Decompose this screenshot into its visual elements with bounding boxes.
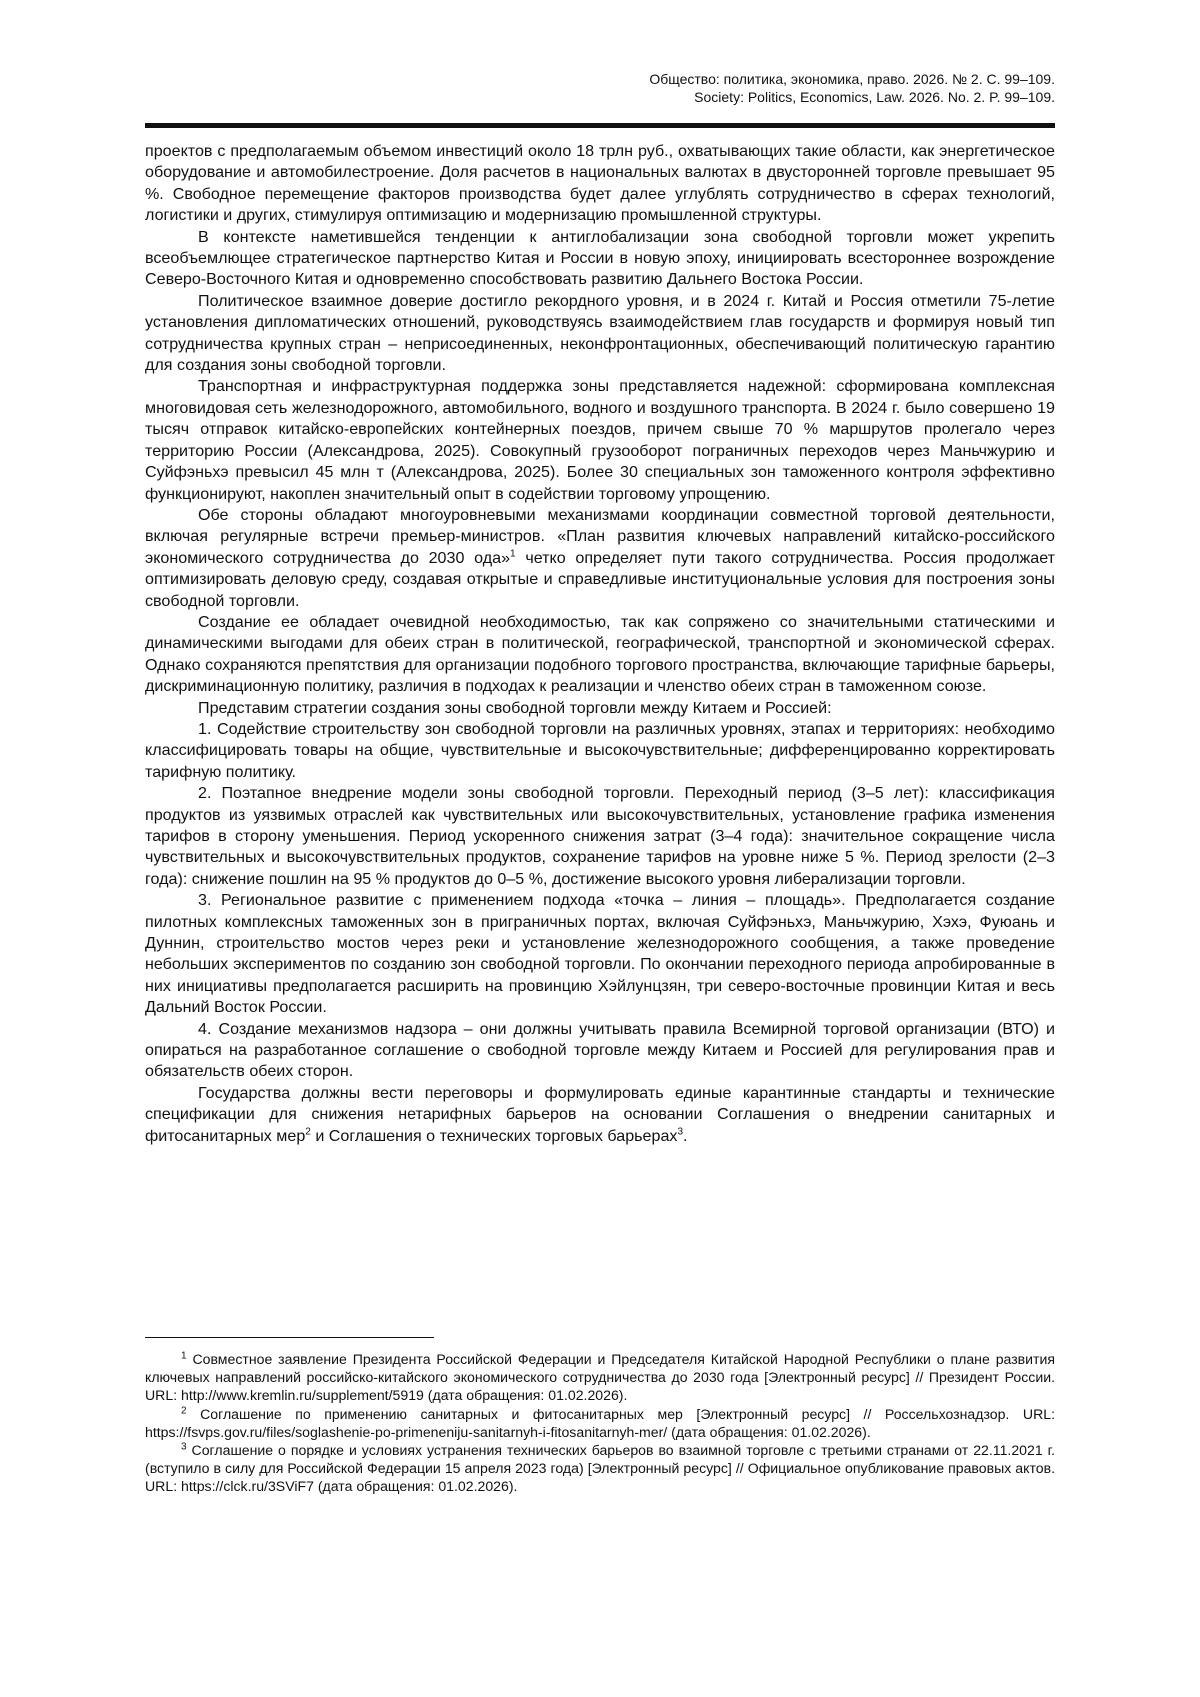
footnote-separator: [145, 1337, 434, 1338]
header-citation-ru: Общество: политика, экономика, право. 2026. № 2. С. 99–109.: [649, 71, 1055, 87]
footnote-text: Соглашение по применению санитарных и фитосанитарных мер [Электронный ресурс] // Россельхознадзор. URL: https://fsvps.gov.ru/files/soglashenie-po-primeneniju-sanitarnyh-i-fitosanitarnyh-mer/ (дата обращения: 01.02.2026).: [145, 1405, 1055, 1440]
paragraph-text: .: [683, 1126, 688, 1145]
footnote-1: [145, 1350, 1055, 1405]
paragraph-continuation: проектов с предполагаемым объемом инвестиций около 18 трлн руб., охватывающих такие области, как энергетическое оборудование и автомобилестроение. Доля расчетов в национальных валютах в двусторонней торговле превышает 95 %. Свободное перемещение факторов производства будет далее углублять сотрудничество в сферах технологий, логистики и других, стимулируя оптимизацию и модернизацию промышленной структуры.: [145, 142, 1055, 225]
footnote-3: [145, 1441, 1055, 1496]
footnote-text: Соглашение о порядке и условиях устранения технических барьеров во взаимной торговле с третьими странами от 22.11.2021 г. (вступило в силу для Российской Федерации 15 апреля 2023 года) [Электронный ресурс] // Официальное опубликование правовых актов. URL: https://clck.ru/3SViF7 (дата обращения: 01.02.2026).: [145, 1442, 1055, 1495]
strategy-item-2: 2. Поэтапное внедрение модели зоны свободной торговли. Переходный период (3–5 лет): классификация продуктов из уязвимых отраслей как чувствительных или высокочувствительных, установление графика изменения тарифов в сторону уменьшения. Период ускоренного снижения затрат (3–4 года): значительное сокращение числа чувствительных и высокочувствительных продуктов, сохранение тарифов на уровне ниже 5 %. Период зрелости (2–3 года): снижение пошлин на 95 % продуктов до 0–5 %, достижение высокого уровня либерализации торговли.: [145, 784, 1055, 888]
footnote-2: [145, 1405, 1055, 1441]
footnote-ref-2[interactable]: 2: [305, 1126, 311, 1138]
strategy-item-3: 3. Региональное развитие с применением подхода «точка – линия – площадь». Предполагается создание пилотных комплексных таможенных зон в приграничных портах, включая Суйфэньхэ, Маньчжурию, Хэхэ, Фуюань и Дуннин, строительство мостов через реки и установление железнодорожного сообщения, а также проведение небольших экспериментов по созданию зон свободной торговли. По окончании переходного периода апробированные в них инициативы предполагается расширить на провинцию Хэйлунцзян, три северо-восточные провинции Китая и весь Дальний Восток России.: [145, 891, 1055, 1017]
paragraph: Политическое взаимное доверие достигло рекордного уровня, и в 2024 г. Китай и Россия отметили 75-летие установления дипломатических отношений, руководствуясь взаимодействием глав государств и формируя новый тип сотрудничества крупных стран – неприсоединенных, неконфронтационных, обеспечивающий политическую гарантию для создания зоны свободной торговли.: [145, 291, 1055, 375]
paragraph-text: Государства должны вести переговоры и формулировать единые карантинные стандарты и технические спецификации для снижения нетарифных барьеров на основании Соглашения о внедрении санитарных и фитосанитарных мер: [145, 1083, 1055, 1145]
header-citation-en: Society: Politics, Economics, Law. 2026. No. 2. P. 99–109.: [694, 89, 1055, 105]
paragraph: Транспортная и инфраструктурная поддержка зоны представляется надежной: сформирована комплексная многовидовая сеть железнодорожного, автомобильного, водного и воздушного транспорта. В 2024 г. было совершено 19 тысяч отправок китайско-европейских контейнерных поездов, причем свыше 70 % маршрутов пролегало через территорию России (Александрова, 2025). Совокупный грузооборот пограничных переходов через Маньчжурию и Суйфэньхэ превысил 45 млн т (Александрова, 2025). Более 30 специальных зон таможенного контроля эффективно функционируют, накоплен значительный опыт в содействии торговому упрощению.: [145, 377, 1055, 503]
footnote-text: Совместное заявление Президента Российской Федерации и Председателя Китайской Народной Республики о плане развития ключевых направлений российско-китайского экономического сотрудничества до 2030 года [Электронный ресурс] // Президент России. URL: http://www.kremlin.ru/supplement/5919 (дата обращения: 01.02.2026).: [145, 1351, 1055, 1404]
paragraph-text: Обе стороны обладают многоуровневыми механизмами координации совместной торговой деятельности, включая регулярные встречи премьер-министров. «План развития ключевых направлений китайско-российского экономического сотрудничества до 2030 ода»: [145, 505, 1055, 567]
footnote-mark-1: 1: [181, 1350, 187, 1362]
footnote-mark-3: 3: [181, 1441, 187, 1453]
paragraph: Создание ее обладает очевидной необходимостью, так как сопряжено со значительными статическими и динамическими выгодами для обеих стран в политической, географической, транспортной и экономической сферах. Однако сохраняются препятствия для организации подобного торгового пространства, включающие тарифные барьеры, дискриминационную политику, различия в подходах к реализации и членство обеих стран в таможенном союзе.: [145, 612, 1055, 696]
article-body: [145, 141, 1055, 1147]
paragraph-with-footnote-1: [145, 505, 1055, 612]
footnote-ref-3[interactable]: 3: [677, 1126, 683, 1138]
paragraph: В контексте наметившейся тенденции к антиглобализации зона свободной торговли может укрепить всеобъемлющее стратегическое партнерство Китая и России в новую эпоху, инициировать всестороннее возрождение Северо-Восточного Китая и одновременно способствовать развитию Дальнего Востока России.: [145, 227, 1055, 289]
strategy-item-4: 4. Создание механизмов надзора – они должны учитывать правила Всемирной торговой организации (ВТО) и опираться на разработанное соглашение о свободной торговле между Китаем и Россией для регулирования прав и обязательств обеих сторон.: [145, 1019, 1055, 1081]
footnote-ref-1[interactable]: 1: [510, 548, 516, 560]
footnote-mark-2: 2: [181, 1404, 187, 1416]
paragraph-with-footnotes-2-3: [145, 1083, 1055, 1147]
paragraph-text: и Соглашения о технических торговых барьерах: [315, 1126, 678, 1145]
paragraph-text: четко определяет пути такого сотрудничества. Россия продолжает оптимизировать деловую среду, создавая открытые и справедливые институциональные условия для построения зоны свободной торговли.: [145, 548, 1055, 610]
header-rule: [145, 123, 1055, 128]
running-header: [145, 70, 1055, 106]
strategy-item-1: 1. Содействие строительству зон свободной торговли на различных уровнях, этапах и территориях: необходимо классифицировать товары на общие, чувствительные и высокочувствительные; дифференцированно корректировать тарифную политику.: [145, 719, 1055, 781]
paragraph: Представим стратегии создания зоны свободной торговли между Китаем и Россией:: [198, 698, 832, 717]
footnotes: [145, 1350, 1055, 1496]
